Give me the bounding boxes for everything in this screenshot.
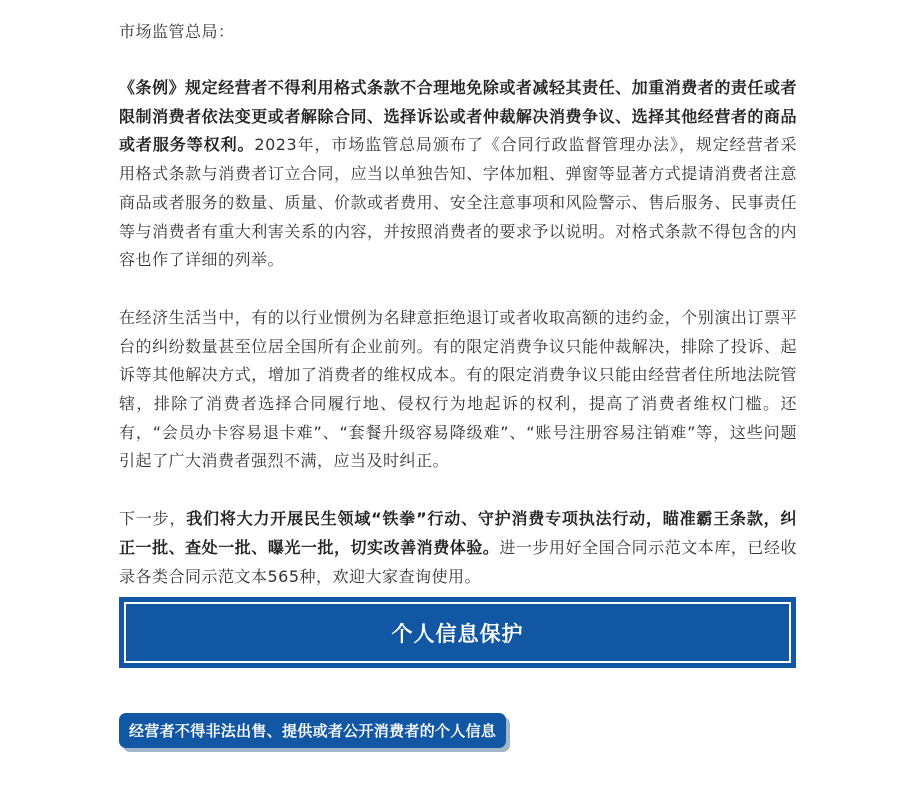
paragraph-regulation-text: 2023年，市场监管总局颁布了《合同行政监督管理办法》，规定经营者采用格式条款与消费者订立合同，应当以单独告知、字体加粗、弹窗等显著方式提请消费者注意商品或者服务的数量、质量、价款或者费用、安全注意事项和风险警示、售后服务、民事责任等与消费者有重大利害关系的内容，并按照消费者的要求予以说明。对格式条款不得包含的内容也作了详细的列举。 — [119, 135, 797, 270]
paragraph-next-steps-text: 进一步用好全国合同示范文本库，已经收录各类合同示范文本565种，欢迎大家查询使用。 — [119, 537, 797, 586]
paragraph-next-steps — [119, 505, 797, 591]
paragraph-regulation-bold: 《条例》规定经营者不得利用格式条款不合理地免除或者减轻其责任、加重消费者的责任或者限制消费者依法变更或者解除合同、选择诉讼或者仲裁解决消费争议、选择其他经营者的商品或者服务等权利。 — [119, 78, 797, 155]
article-body — [119, 0, 797, 591]
paragraph-next-steps-lead: 下一步， — [119, 509, 187, 529]
subsection-tag — [119, 713, 506, 748]
paragraph-regulation — [119, 74, 797, 275]
subsection-title: 经营者不得非法出售、提供或者公开消费者的个人信息 — [129, 722, 497, 740]
section-title: 个人信息保护 — [391, 621, 524, 646]
speaker-label: 市场监管总局： — [119, 22, 235, 41]
section-header — [119, 597, 796, 668]
section-header-frame — [124, 602, 791, 663]
paragraph-problems: 在经济生活当中，有的以行业惯例为名肆意拒绝退订或者收取高额的违约金，个别演出订票平台的纠纷数量甚至位居全国所有企业前列。有的限定消费争议只能仲裁解决，排除了投诉、起诉等其他解决方式，增加了消费者的维权成本。有的限定消费争议只能由经营者住所地法院管辖，排除了消费者选择合同履行地、侵权行为地起诉的权利，提高了消费者维权门槛。还有，“会员办卡容易退卡难”、“套餐升级容易降级难”、“账号注册容易注销难”等，这些问题引起了广大消费者强烈不满，应当及时纠正。 — [119, 307, 797, 471]
paragraph-next-steps-bold: 我们将大力开展民生领域“铁拳”行动、守护消费专项执法行动，瞄准霸王条款，纠正一批、查处一批、曝光一批，切实改善消费体验。 — [119, 509, 797, 557]
